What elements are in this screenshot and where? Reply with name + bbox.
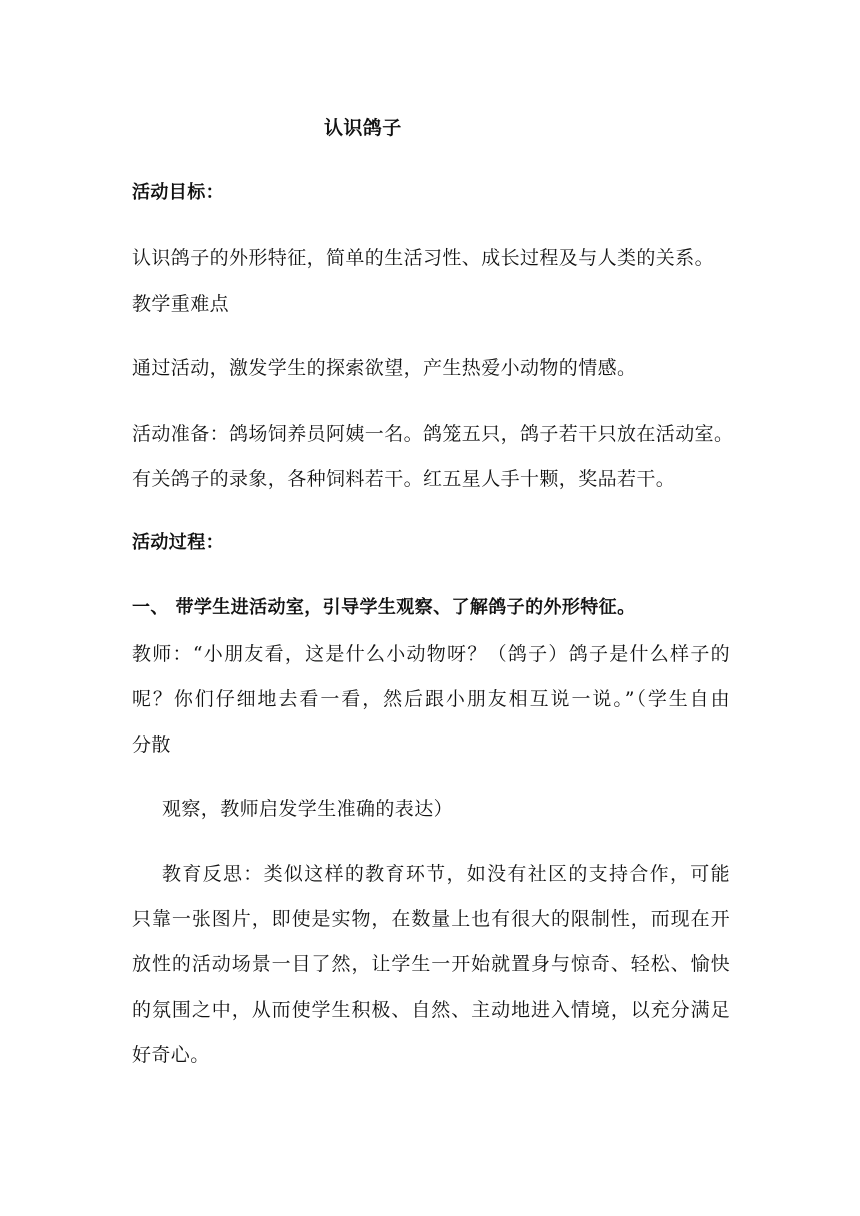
reflection-line-1: 教育反思：类似这样的教育环节，如没有社区的支持合作，可能 <box>162 863 730 885</box>
reflection-line-2: 只靠一张图片，即使是实物，在数量上也有很大的限制性，而现在开 <box>132 908 730 930</box>
goal-text: 认识鸽子的外形特征，简单的生活习性、成长过程及与人类的关系。 <box>132 247 715 269</box>
goal-heading: 活动目标： <box>132 182 224 203</box>
teacher-line-2: 呢？你们仔细地去看一看，然后跟小朋友相互说一说。”（学生自由 <box>132 688 730 710</box>
key-points-heading: 教学重难点 <box>132 293 230 315</box>
reflection-line-4: 的氛围之中，从而使学生积极、自然、主动地进入情境，以充分满足 <box>132 999 730 1021</box>
document-title: 认识鸽子 <box>324 117 402 139</box>
teacher-line-3: 分散 <box>132 734 171 756</box>
reflection-line-5: 好奇心。 <box>132 1044 210 1066</box>
preparation-line-1: 活动准备：鸽场饲养员阿姨一名。鸽笼五只，鸽子若干只放在活动室。 <box>132 423 734 445</box>
key-points-text: 通过活动，激发学生的探索欲望，产生热爱小动物的情感。 <box>132 357 637 379</box>
preparation-line-2: 有关鸽子的录象，各种饲料若干。红五星人手十颗，奖品若干。 <box>132 468 676 490</box>
teacher-line-1: 教师：“小朋友看，这是什么小动物呀？（鸽子）鸽子是什么样子的 <box>132 643 730 665</box>
process-heading: 活动过程： <box>132 532 224 553</box>
step-one-heading: 一、 带学生进活动室，引导学生观察、了解鸽子的外形特征。 <box>132 597 636 618</box>
observe-line: 观察，教师启发学生准确的表达） <box>162 798 454 820</box>
reflection-line-3: 放性的活动场景一目了然，让学生一开始就置身与惊奇、轻松、愉快 <box>132 953 730 975</box>
